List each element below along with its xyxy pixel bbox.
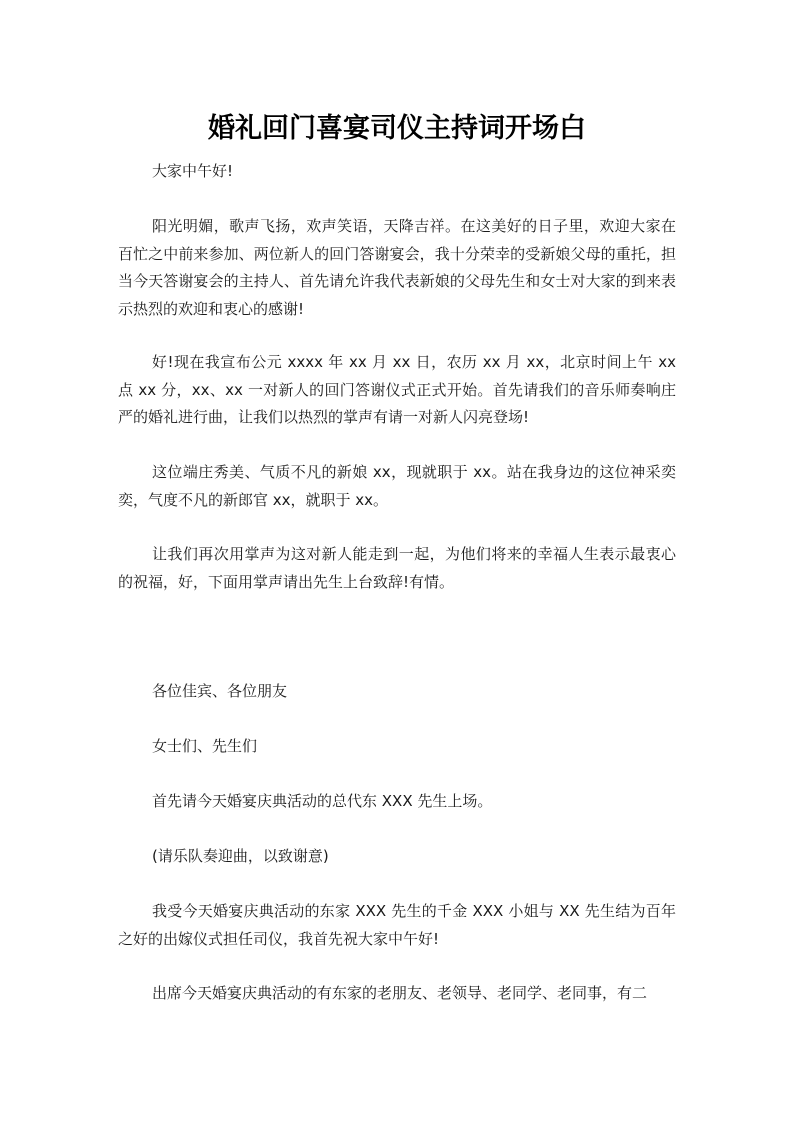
paragraph-guests: 各位佳宾、各位朋友 xyxy=(152,682,288,700)
paragraph-officiant: 我受今天婚宴庆典活动的东家 XXX 先生的千金 XXX 小姐与 XX 先生结为百年之好的出嫁仪式担任司仪，我首先祝大家中午好! xyxy=(118,902,676,948)
paragraph-attendees: 出席今天婚宴庆典活动的有东家的老朋友、老领导、老同学、老同事，有二 xyxy=(152,984,648,1002)
paragraph-music-note: (请乐队奏迎曲，以致谢意) xyxy=(152,847,329,865)
paragraph-blessing: 让我们再次用掌声为这对新人能走到一起，为他们将来的幸福人生表示最衷心的祝福，好，下面用掌声请出先生上台致辞!有情。 xyxy=(118,545,676,591)
paragraph-ladies-gentlemen: 女士们、先生们 xyxy=(152,737,258,755)
paragraph-greeting: 大家中午好! xyxy=(152,162,234,180)
paragraph-announcement: 好!现在我宣布公元 xxxx 年 xx 月 xx 日，农历 xx 月 xx，北京时间上午 xx 点 xx 分，xx、xx 一对新人的回门答谢仪式正式开始。首先请我们的音乐师奏响庄严的婚礼进行曲，让我们以热烈的掌声有请一对新人闪亮登场! xyxy=(118,353,676,426)
paragraph-welcome: 阳光明媚，歌声飞扬，欢声笑语，天降吉祥。在这美好的日子里，欢迎大家在百忙之中前来参加、两位新人的回门答谢宴会，我十分荣幸的受新娘父母的重托，担当今天答谢宴会的主持人、首先请允许我代表新娘的父母先生和女士对大家的到来表示热烈的欢迎和衷心的感谢! xyxy=(118,217,676,318)
paragraph-host-invite: 首先请今天婚宴庆典活动的总代东 XXX 先生上场。 xyxy=(152,792,493,810)
paragraph-introduction: 这位端庄秀美、气质不凡的新娘 xx，现就职于 xx。站在我身边的这位神采奕奕，气度不凡的新郎官 xx，就职于 xx。 xyxy=(118,463,676,509)
document-title: 婚礼回门喜宴司仪主持词开场白 xyxy=(208,113,586,144)
